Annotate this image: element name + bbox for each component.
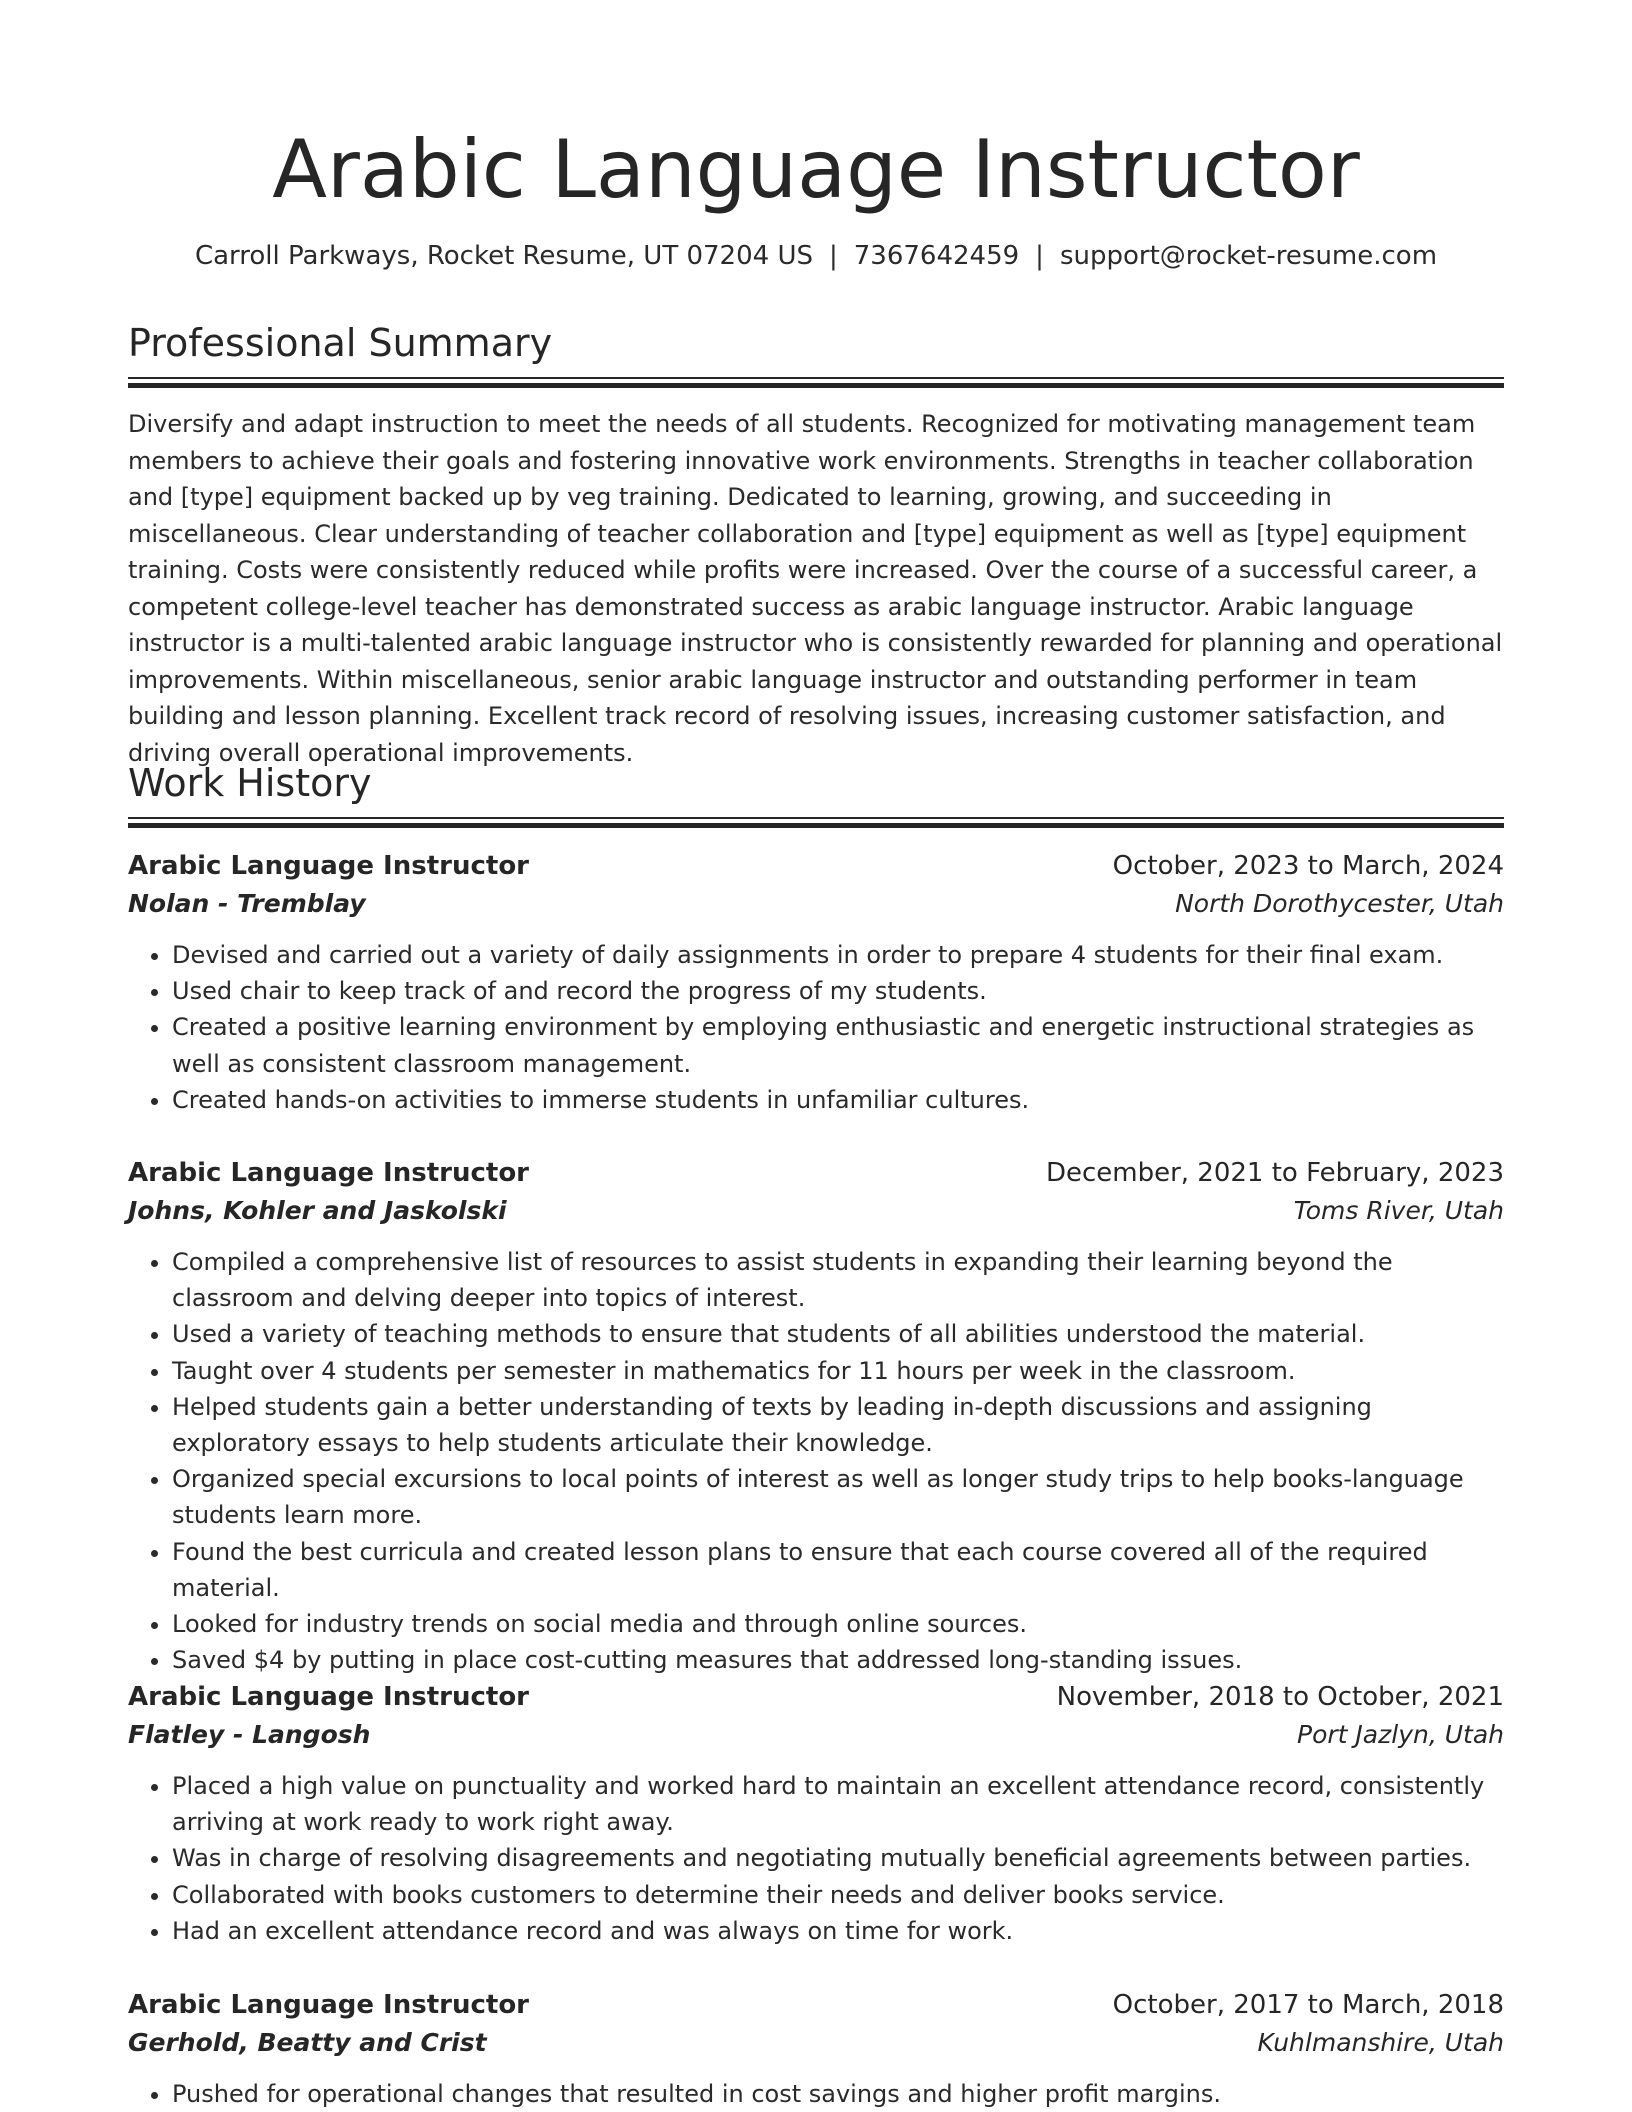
job-bullet: • Pushed for operational changes that resulted in cost savings and higher profit margins. xyxy=(172,2076,1504,2112)
job-bullet: • Used chair to keep track of and record the progress of my students. xyxy=(172,973,1504,1009)
summary-heading: Professional Summary xyxy=(128,321,553,365)
job-bullet: • Placed a high value on punctuality and worked hard to maintain an excellent attendance record, consistently arriving at work ready to work right away. xyxy=(172,1768,1504,1840)
job-location: Port Jazlyn, Utah xyxy=(1297,1720,1504,1749)
job-entry xyxy=(128,1986,1504,2112)
job-bullet: • Created hands-on activities to immerse students in unfamiliar cultures. xyxy=(172,1082,1504,1118)
contact-address: Carroll Parkways, Rocket Resume, UT 07204 US xyxy=(194,241,813,271)
contact-email: support@rocket-resume.com xyxy=(1059,241,1438,271)
contact-separator: | xyxy=(1035,241,1044,271)
job-location: North Dorothycester, Utah xyxy=(1175,889,1504,918)
job-bullet: • Taught over 4 students per semester in mathematics for 11 hours per week in the classroom. xyxy=(172,1353,1504,1389)
work-history-heading: Work History xyxy=(128,761,372,805)
job-dates: October, 2017 to March, 2018 xyxy=(1112,1990,1504,2020)
contact-line xyxy=(128,238,1504,274)
job-bullet: • Used a variety of teaching methods to ensure that students of all abilities understood the material. xyxy=(172,1316,1504,1352)
job-dates: December, 2021 to February, 2023 xyxy=(1045,1158,1504,1188)
job-bullet: • Looked for industry trends on social media and through online sources. xyxy=(172,1606,1504,1642)
job-bullet: • Compiled a comprehensive list of resources to assist students in expanding their learning beyond the classroom and delving deeper into topics of interest. xyxy=(172,1244,1504,1316)
job-title: Arabic Language Instructor xyxy=(128,851,530,881)
job-bullet: • Created a positive learning environment by employing enthusiastic and energetic instructional strategies as well as consistent classroom management. xyxy=(172,1009,1504,1081)
job-bullet: • Collaborated with books customers to determine their needs and deliver books service. xyxy=(172,1877,1504,1913)
job-location: Toms River, Utah xyxy=(1293,1196,1504,1225)
job-bullets xyxy=(128,1244,1504,1678)
job-title: Arabic Language Instructor xyxy=(128,1682,530,1712)
resume-title: Arabic Language Instructor xyxy=(272,123,1360,216)
job-bullet: • Found the best curricula and created lesson plans to ensure that each course covered all of the required material. xyxy=(172,1534,1504,1606)
job-bullets xyxy=(128,2076,1504,2112)
job-company: Nolan - Tremblay xyxy=(128,889,366,918)
job-entry xyxy=(128,847,1504,1118)
job-company: Flatley - Langosh xyxy=(128,1720,371,1749)
job-bullets xyxy=(128,1768,1504,1949)
job-title: Arabic Language Instructor xyxy=(128,1158,530,1188)
job-entry xyxy=(128,1678,1504,1949)
job-company: Gerhold, Beatty and Crist xyxy=(128,2028,487,2057)
job-location: Kuhlmanshire, Utah xyxy=(1257,2028,1504,2057)
job-dates: November, 2018 to October, 2021 xyxy=(1056,1682,1504,1712)
job-entry xyxy=(128,1154,1504,1678)
summary-text: Diversify and adapt instruction to meet the needs of all students. Recognized for motivating management team members to achieve their goals and fostering innovative work environments. Strengths in teacher collaboration and [type] equipment backed up by veg training. Dedicated to learning, growing, and succeeding in miscellaneous. Clear understanding of teacher collaboration and [type] equipment as well as [type] equipment training. Costs were consistently reduced while profits were increased. Over the course of a successful career, a competent college-level teacher has demonstrated success as arabic language instructor. Arabic language instructor is a multi-talented arabic language instructor who is consistently rewarded for planning and operational improvements. Within miscellaneous, senior arabic language instructor and outstanding performer in team building and lesson planning. Excellent track record of resolving issues, increasing customer satisfaction, and driving overall operational improvements. xyxy=(128,410,1503,767)
contact-separator: | xyxy=(828,241,838,271)
job-bullet: • Had an excellent attendance record and was always on time for work. xyxy=(172,1913,1504,1949)
job-bullets xyxy=(128,937,1504,1118)
work-history-divider xyxy=(128,817,1504,827)
job-bullet: • Helped students gain a better understanding of texts by leading in-depth discussions and assigning exploratory essays to help students articulate their knowledge. xyxy=(172,1389,1504,1461)
contact-phone: 7367642459 xyxy=(853,241,1020,271)
job-bullet: • Organized special excursions to local points of interest as well as longer study trips to help books-language students learn more. xyxy=(172,1461,1504,1533)
job-title: Arabic Language Instructor xyxy=(128,1990,530,2020)
job-bullet: • Saved $4 by putting in place cost-cutting measures that addressed long-standing issues. xyxy=(172,1642,1504,1678)
job-bullet: • Devised and carried out a variety of daily assignments in order to prepare 4 students for their final exam. xyxy=(172,937,1504,973)
summary-divider xyxy=(128,377,1504,387)
job-dates: October, 2023 to March, 2024 xyxy=(1112,851,1504,881)
job-bullet: • Was in charge of resolving disagreements and negotiating mutually beneficial agreements between parties. xyxy=(172,1840,1504,1876)
job-company: Johns, Kohler and Jaskolski xyxy=(128,1196,507,1225)
